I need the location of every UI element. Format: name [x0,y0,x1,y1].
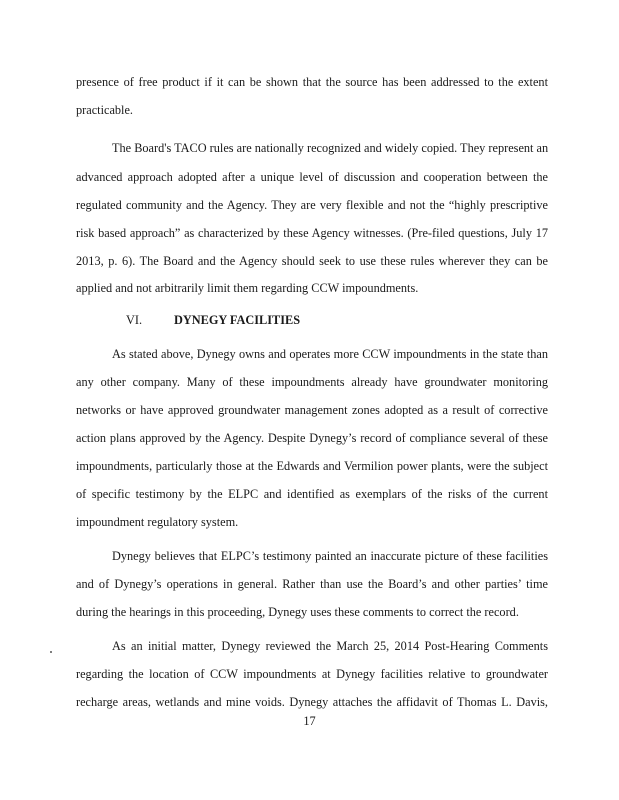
text-line: and of Dynegy’s operations in general. Rather than use the Board’s and other parties’ time [76,577,548,591]
text-line: action plans approved by the Agency. Despite Dynegy’s record of compliance several of these [76,431,548,445]
text-line: Dynegy believes that ELPC’s testimony painted an inaccurate picture of these facilities [112,549,548,563]
text-line: As an initial matter, Dynegy reviewed the March 25, 2014 Post-Hearing Comments [112,639,548,653]
page-number: 17 [303,714,316,728]
text-line: As stated above, Dynegy owns and operates more CCW impoundments in the state than [112,347,548,361]
text-line: presence of free product if it can be shown that the source has been addressed to the extent [76,75,548,89]
text-line: during the hearings in this proceeding, Dynegy uses these comments to correct the record. [76,605,519,619]
section-number: VI. [126,313,143,327]
text-line: 2013, p. 6). The Board and the Agency should seek to use these rules wherever they can be [76,254,548,268]
text-line: impoundment regulatory system. [76,515,239,529]
text-line: risk based approach” as characterized by these Agency witnesses. (Pre-filed questions, July 17 [76,226,548,240]
section-heading [126,313,300,328]
text-line: of specific testimony by the ELPC and identified as exemplars of the risks of the current [76,487,548,501]
text-line: regarding the location of CCW impoundments at Dynegy facilities relative to groundwater [76,667,548,681]
text-line: The Board's TACO rules are nationally recognized and widely copied. They represent an [112,141,549,155]
text-line: impoundments, particularly those at the Edwards and Vermilion power plants, were the subject [76,459,548,473]
text-line: practicable. [76,103,134,117]
text-line: recharge areas, wetlands and mine voids. Dynegy attaches the affidavit of Thomas L. Davis, [76,695,548,709]
text-line: advanced approach adopted after a unique level of discussion and cooperation between the [76,170,548,184]
text-line: networks or have approved groundwater management zones adopted as a result of corrective [76,403,548,417]
text-line: regulated community and the Agency. They are very flexible and not the “highly prescriptive [76,198,548,212]
section-title: DYNEGY FACILITIES [174,313,301,327]
margin-mark [50,651,52,653]
text-line: applied and not arbitrarily limit them regarding CCW impoundments. [76,281,419,295]
text-line: any other company. Many of these impoundments already have groundwater monitoring [76,375,548,389]
